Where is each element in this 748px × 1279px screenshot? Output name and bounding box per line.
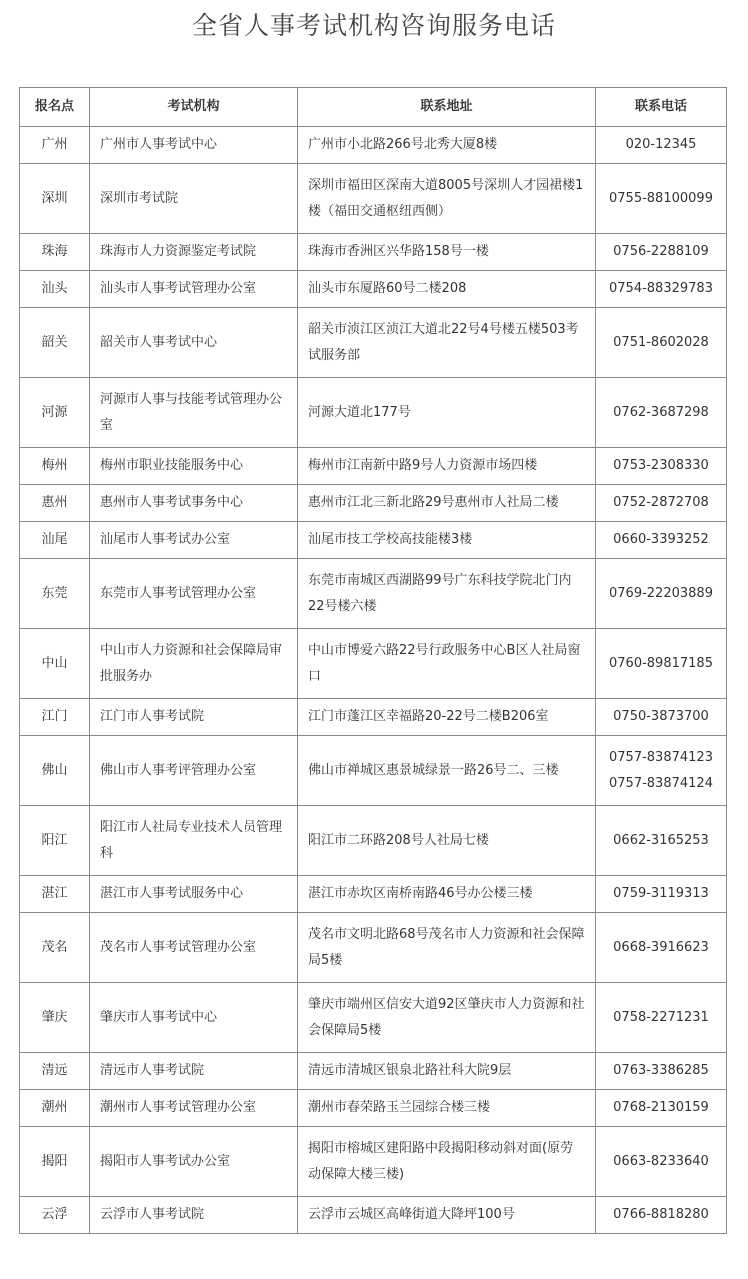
table-row	[20, 806, 727, 876]
cell-address: 深圳市福田区深南大道8005号深圳人才园裙楼1楼（福田交通枢纽西侧）	[298, 164, 596, 234]
phone-number: 020-12345	[625, 137, 697, 152]
table-row	[20, 271, 727, 308]
table-row	[20, 699, 727, 736]
cell-org: 湛江市人事考试服务中心	[90, 876, 298, 913]
table-row	[20, 1127, 727, 1197]
cell-phone	[596, 736, 727, 806]
cell-org: 云浮市人事考试院	[90, 1197, 298, 1234]
phone-number: 0769-22203889	[609, 585, 713, 601]
table-row	[20, 1090, 727, 1127]
phone-number: 0757-83874123	[609, 749, 713, 765]
cell-site: 佛山	[20, 736, 90, 806]
cell-address: 汕尾市技工学校高技能楼3楼	[298, 522, 596, 559]
cell-org: 潮州市人事考试管理办公室	[90, 1090, 298, 1127]
table-row	[20, 308, 727, 378]
cell-phone	[596, 522, 727, 559]
cell-address: 东莞市南城区西湖路99号广东科技学院北门内22号楼六楼	[298, 559, 596, 629]
cell-site: 清远	[20, 1053, 90, 1090]
cell-phone	[596, 234, 727, 271]
cell-site: 深圳	[20, 164, 90, 234]
table-row	[20, 522, 727, 559]
table-row	[20, 164, 727, 234]
cell-site: 中山	[20, 629, 90, 699]
table-row	[20, 485, 727, 522]
phone-number: 0760-89817185	[609, 655, 713, 671]
phone-number: 0753-2308330	[613, 458, 709, 473]
cell-phone	[596, 699, 727, 736]
table-row	[20, 983, 727, 1053]
cell-phone	[596, 1127, 727, 1197]
table-row	[20, 234, 727, 271]
cell-org: 韶关市人事考试中心	[90, 308, 298, 378]
cell-address: 揭阳市榕城区建阳路中段揭阳移动斜对面(原劳动保障大楼三楼)	[298, 1127, 596, 1197]
phone-number: 0756-2288109	[613, 244, 709, 259]
cell-phone	[596, 308, 727, 378]
cell-phone	[596, 1053, 727, 1090]
cell-address: 惠州市江北三新北路29号惠州市人社局二楼	[298, 485, 596, 522]
cell-phone	[596, 629, 727, 699]
table-row	[20, 1197, 727, 1234]
cell-site: 阳江	[20, 806, 90, 876]
cell-site: 茂名	[20, 913, 90, 983]
cell-phone	[596, 1090, 727, 1127]
cell-site: 揭阳	[20, 1127, 90, 1197]
cell-org: 佛山市人事考评管理办公室	[90, 736, 298, 806]
cell-address: 珠海市香洲区兴华路158号一楼	[298, 234, 596, 271]
cell-phone	[596, 876, 727, 913]
cell-phone	[596, 806, 727, 876]
cell-site: 河源	[20, 378, 90, 448]
cell-address: 广州市小北路266号北秀大厦8楼	[298, 127, 596, 164]
cell-site: 东莞	[20, 559, 90, 629]
cell-address: 韶关市浈江区浈江大道北22号4号楼五楼503考试服务部	[298, 308, 596, 378]
header-address: 联系地址	[298, 88, 596, 127]
cell-site: 珠海	[20, 234, 90, 271]
cell-address: 中山市博爱六路22号行政服务中心B区人社局窗口	[298, 629, 596, 699]
cell-address: 潮州市春荣路玉兰园综合楼三楼	[298, 1090, 596, 1127]
phone-number: 0758-2271231	[613, 1009, 709, 1025]
table-row	[20, 127, 727, 164]
phone-number: 0766-8818280	[613, 1207, 709, 1222]
cell-org: 茂名市人事考试管理办公室	[90, 913, 298, 983]
phone-number: 0752-2872708	[613, 495, 709, 510]
cell-address: 云浮市云城区高峰街道大降坪100号	[298, 1197, 596, 1234]
cell-address: 河源大道北177号	[298, 378, 596, 448]
cell-address: 清远市清城区银泉北路社科大院9层	[298, 1053, 596, 1090]
table-row	[20, 629, 727, 699]
cell-org: 梅州市职业技能服务中心	[90, 448, 298, 485]
header-phone: 联系电话	[596, 88, 727, 127]
cell-phone	[596, 485, 727, 522]
cell-org: 深圳市考试院	[90, 164, 298, 234]
phone-number: 0763-3386285	[613, 1063, 709, 1078]
cell-site: 江门	[20, 699, 90, 736]
cell-org: 东莞市人事考试管理办公室	[90, 559, 298, 629]
cell-address: 肇庆市端州区信安大道92区肇庆市人力资源和社会保障局5楼	[298, 983, 596, 1053]
cell-site: 湛江	[20, 876, 90, 913]
phone-number: 0750-3873700	[613, 709, 709, 724]
cell-org: 汕尾市人事考试办公室	[90, 522, 298, 559]
table-row	[20, 1053, 727, 1090]
cell-site: 韶关	[20, 308, 90, 378]
cell-site: 惠州	[20, 485, 90, 522]
phone-number: 0662-3165253	[613, 832, 709, 848]
cell-org: 中山市人力资源和社会保障局审批服务办	[90, 629, 298, 699]
cell-org: 肇庆市人事考试中心	[90, 983, 298, 1053]
cell-address: 佛山市禅城区惠景城绿景一路26号二、三楼	[298, 736, 596, 806]
phone-number: 0759-3119313	[613, 886, 709, 901]
cell-site: 广州	[20, 127, 90, 164]
cell-phone	[596, 271, 727, 308]
cell-phone	[596, 913, 727, 983]
phone-number: 0754-88329783	[609, 281, 713, 296]
cell-phone	[596, 983, 727, 1053]
cell-org: 揭阳市人事考试办公室	[90, 1127, 298, 1197]
cell-org: 清远市人事考试院	[90, 1053, 298, 1090]
phone-number: 0660-3393252	[613, 532, 709, 547]
cell-address: 汕头市东厦路60号二楼208	[298, 271, 596, 308]
table-row	[20, 448, 727, 485]
header-org: 考试机构	[90, 88, 298, 127]
cell-phone	[596, 448, 727, 485]
cell-address: 茂名市文明北路68号茂名市人力资源和社会保障局5楼	[298, 913, 596, 983]
cell-address: 湛江市赤坎区南桥南路46号办公楼三楼	[298, 876, 596, 913]
cell-site: 梅州	[20, 448, 90, 485]
page-title: 全省人事考试机构咨询服务电话	[191, 11, 556, 40]
phone-number: 0663-8233640	[613, 1153, 709, 1169]
table-row	[20, 876, 727, 913]
cell-org: 阳江市人社局专业技术人员管理科	[90, 806, 298, 876]
phone-number: 0751-8602028	[613, 334, 709, 350]
phone-number: 0757-83874124	[609, 775, 713, 791]
cell-site: 云浮	[20, 1197, 90, 1234]
table-row	[20, 559, 727, 629]
cell-phone	[596, 378, 727, 448]
phone-number: 0762-3687298	[613, 404, 709, 420]
cell-phone	[596, 127, 727, 164]
cell-org: 广州市人事考试中心	[90, 127, 298, 164]
table-row	[20, 378, 727, 448]
cell-site: 汕头	[20, 271, 90, 308]
phone-number: 0668-3916623	[613, 939, 709, 955]
phone-number: 0755-88100099	[609, 190, 713, 206]
cell-address: 阳江市二环路208号人社局七楼	[298, 806, 596, 876]
cell-phone	[596, 559, 727, 629]
contact-table	[19, 87, 727, 1234]
cell-org: 江门市人事考试院	[90, 699, 298, 736]
cell-phone	[596, 1197, 727, 1234]
table-row	[20, 913, 727, 983]
table-header-row	[20, 88, 727, 127]
cell-address: 梅州市江南新中路9号人力资源市场四楼	[298, 448, 596, 485]
cell-org: 珠海市人力资源鉴定考试院	[90, 234, 298, 271]
table-row	[20, 736, 727, 806]
cell-address: 江门市蓬江区幸福路20-22号二楼B206室	[298, 699, 596, 736]
cell-site: 肇庆	[20, 983, 90, 1053]
cell-org: 惠州市人事考试事务中心	[90, 485, 298, 522]
cell-site: 汕尾	[20, 522, 90, 559]
cell-phone	[596, 164, 727, 234]
phone-number: 0768-2130159	[613, 1100, 709, 1115]
cell-org: 汕头市人事考试管理办公室	[90, 271, 298, 308]
cell-org: 河源市人事与技能考试管理办公室	[90, 378, 298, 448]
cell-site: 潮州	[20, 1090, 90, 1127]
header-site: 报名点	[20, 88, 90, 127]
